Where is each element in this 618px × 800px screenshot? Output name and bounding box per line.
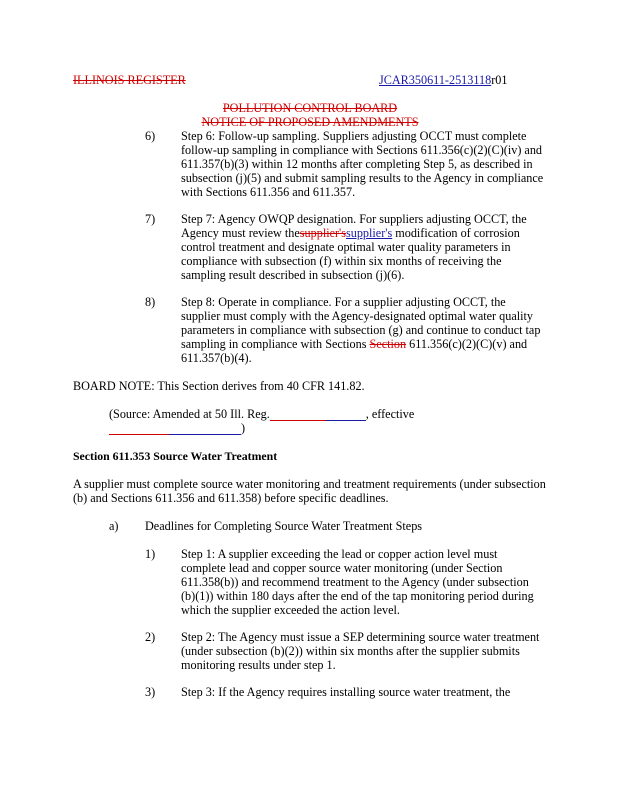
step-6-line: with Sections 611.356 and 611.357. (181, 185, 356, 199)
step-6-text (181, 129, 573, 199)
step-6-number: 6) (145, 129, 156, 143)
step-2-number: 2) (145, 630, 156, 644)
item-a-number: a) (109, 519, 119, 533)
date-blank-red (109, 422, 169, 435)
source-line (109, 407, 414, 421)
item-a-text: Deadlines for Completing Source Water Treatment Steps (145, 519, 423, 533)
page-blank (326, 408, 366, 421)
step-7-line: sampling result described in subsection (j)(6). (181, 268, 405, 282)
inserted-text: supplier's (346, 226, 393, 240)
step-1-line: (b)(1)) within 180 days after the end of the tap monitoring period during (181, 589, 534, 603)
step-8-text (181, 295, 573, 365)
step-2-line: Step 2: The Agency must issue a SEP determining source water treatment (181, 630, 540, 644)
step-8-line: Step 8: Operate in compliance. For a supplier adjusting OCCT, the (181, 295, 506, 309)
step-7-number: 7) (145, 212, 156, 226)
step-1-line: Step 1: A supplier exceeding the lead or copper action level must (181, 547, 498, 561)
agency-heading: POLLUTION CONTROL BOARD (222, 101, 398, 115)
step-6-line: subsection (j)(5) and submit sampling results to the Agency in compliance (181, 171, 544, 185)
source-line-2 (109, 421, 245, 435)
jcar-code-suffix: r01 (491, 73, 508, 87)
section-intro (73, 477, 603, 505)
step-6-line: 611.357(b)(3) within 12 months after completing Step 5, as described in (181, 157, 533, 171)
step-8-line4-start: sampling in compliance with Sections (181, 337, 370, 351)
source-suffix: , effective (365, 407, 415, 421)
jcar-code-prefix: JCAR350611-2513118 (379, 73, 492, 87)
step-2-line: (under subsection (b)(2)) within six months after the supplier submits (181, 644, 520, 658)
step-6-line: Step 6: Follow-up sampling. Suppliers adjusting OCCT must complete (181, 129, 527, 143)
step-8-line: supplier must comply with the Agency-designated optimal water quality (181, 309, 534, 323)
step-3-line: Step 3: If the Agency requires installing source water treatment, the (181, 685, 511, 699)
step-7-line: compliance with subsection (f) within six months of receiving the (181, 254, 502, 268)
register-title: ILLINOIS REGISTER (73, 73, 186, 87)
step-2-text (181, 630, 573, 672)
step-7-line2-start: Agency must review the (181, 226, 300, 240)
step-3-text (181, 685, 573, 699)
step-8-line (181, 337, 573, 351)
step-8-line4-end: 611.356(c)(2)(C)(v) and (406, 337, 528, 351)
step-7-line2-rest: modification of corrosion (392, 226, 520, 240)
step-1-line: which the supplier exceeded the action level. (181, 603, 400, 617)
step-8-number: 8) (145, 295, 156, 309)
date-blank-blue (169, 422, 241, 435)
step-7-line (181, 226, 573, 240)
step-8-line: 611.357(b)(4). (181, 351, 252, 365)
step-6-line: follow-up sampling in compliance with Sections 611.356(c)(2)(C)(iv) and (181, 143, 543, 157)
step-7-text (181, 212, 573, 282)
step-7-line: control treatment and designate optimal water quality parameters in (181, 240, 511, 254)
step-1-line: 611.358(b)) and recommend treatment to the Agency (under subsection (181, 575, 529, 589)
step-2-line: monitoring results under step 1. (181, 658, 336, 672)
deleted-text: Section (369, 337, 407, 351)
step-1-number: 1) (145, 547, 156, 561)
step-1-line: complete lead and copper source water monitoring (under Section (181, 561, 503, 575)
board-note: BOARD NOTE: This Section derives from 40 CFR 141.82. (73, 379, 365, 393)
intro-line: A supplier must complete source water monitoring and treatment requirements (under subsection (73, 477, 546, 491)
step-3-number: 3) (145, 685, 156, 699)
section-title: Section 611.353 Source Water Treatment (73, 449, 278, 463)
deleted-text: supplier's (299, 226, 346, 240)
step-8-line: parameters in compliance with subsection (g) and continue to conduct tap (181, 323, 541, 337)
source-prefix: (Source: Amended at 50 Ill. Reg. (109, 407, 270, 421)
reg-blank (270, 408, 326, 421)
jcar-code (379, 73, 507, 87)
step-1-text (181, 547, 573, 617)
intro-line: (b) and Sections 611.356 and 611.358) before specific deadlines. (73, 491, 389, 505)
step-7-line: Step 7: Agency OWQP designation. For suppliers adjusting OCCT, the (181, 212, 527, 226)
source-close: ) (241, 421, 246, 435)
notice-heading: NOTICE OF PROPOSED AMENDMENTS (201, 115, 419, 129)
